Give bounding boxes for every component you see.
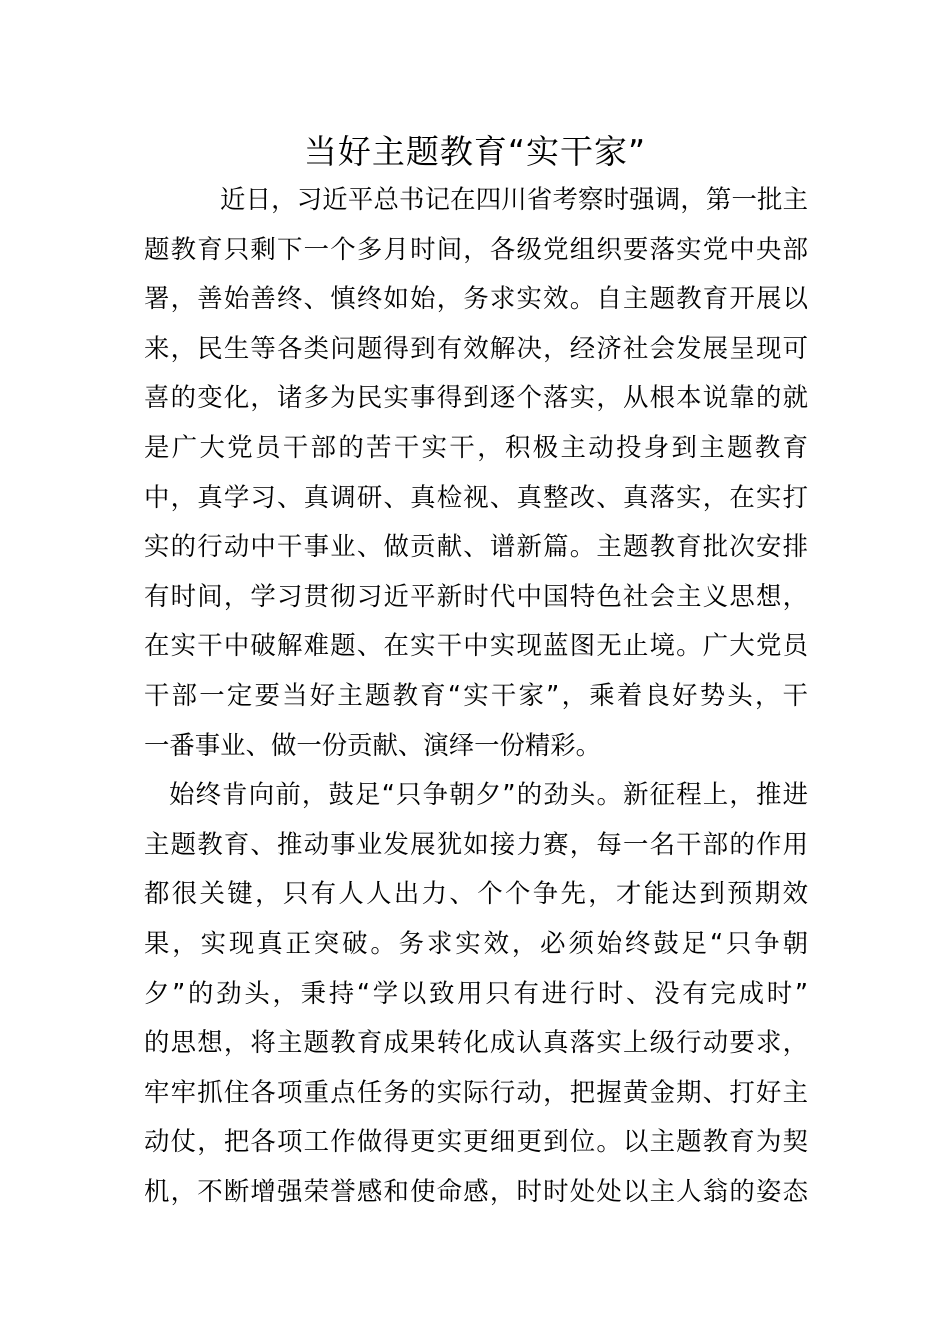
paragraph-line: 果，实现真正突破。务求实效，必须始终鼓足“只争朝 (144, 927, 808, 958)
paragraph-line: 始终肯向前，鼓足“只争朝夕”的劲头。新征程上，推进 (169, 779, 808, 810)
paragraph-line: 来，民生等各类问题得到有效解决，经济社会发展呈现可 (144, 332, 808, 363)
paragraph-line: 机，不断增强荣誉感和使命感，时时处处以主人翁的姿态 (144, 1175, 808, 1206)
paragraph-line: 的思想，将主题教育成果转化成认真落实上级行动要求， (144, 1027, 808, 1058)
paragraph-line: 中，真学习、真调研、真检视、真整改、真落实，在实打 (144, 481, 808, 512)
paragraph-line: 有时间，学习贯彻习近平新时代中国特色社会主义思想， (144, 580, 808, 611)
paragraph-line: 一番事业、做一份贡献、演绎一份精彩。 (144, 729, 602, 760)
paragraph-line: 动仗，把各项工作做得更实更细更到位。以主题教育为契 (144, 1126, 808, 1157)
paragraph-line: 在实干中破解难题、在实干中实现蓝图无止境。广大党员 (144, 630, 808, 661)
document-title: 当好主题教育“实干家” (303, 132, 647, 171)
paragraph-line: 署，善始善终、慎终如始，务求实效。自主题教育开展以 (144, 283, 808, 314)
paragraph-line: 干部一定要当好主题教育“实干家”，乘着良好势头，干 (144, 679, 808, 710)
paragraph-line: 主题教育、推动事业发展犹如接力赛，每一名干部的作用 (144, 828, 808, 859)
document-body (144, 175, 808, 1216)
paragraph-1 (144, 175, 808, 770)
paragraph-line: 夕”的劲头，秉持“学以致用只有进行时、没有完成时” (144, 977, 808, 1008)
paragraph-line: 是广大党员干部的苦干实干，积极主动投身到主题教育 (144, 431, 808, 462)
paragraph-line: 近日，习近平总书记在四川省考察时强调，第一批主 (220, 184, 808, 214)
paragraph-line: 牢牢抓住各项重点任务的实际行动，把握黄金期、打好主 (144, 1076, 808, 1107)
paragraph-line: 实的行动中干事业、做贡献、谱新篇。主题教育批次安排 (144, 531, 808, 562)
paragraph-line: 都很关键，只有人人出力、个个争先，才能达到预期效 (144, 878, 808, 909)
paragraph-line: 题教育只剩下一个多月时间，各级党组织要落实党中央部 (144, 233, 808, 264)
paragraph-line: 喜的变化，诸多为民实事得到逐个落实，从根本说靠的就 (144, 382, 808, 413)
paragraph-2 (144, 770, 808, 1216)
